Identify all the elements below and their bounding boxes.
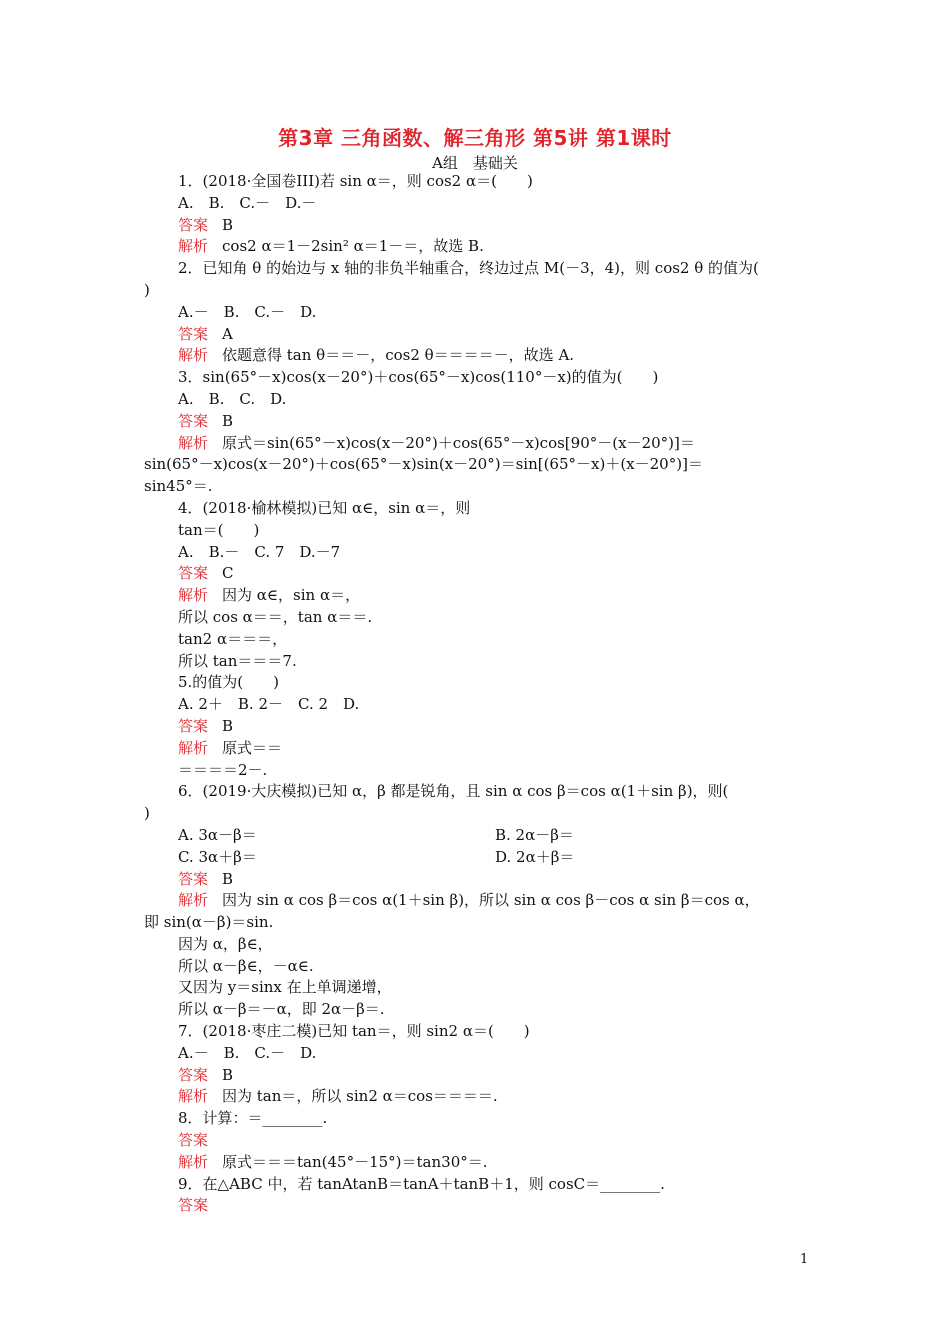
body-line: 所以 α－β∈，－α∈.: [178, 956, 314, 975]
analysis-label: 解析: [178, 738, 209, 757]
question-line: 1．(2018·全国卷III)若 sin α＝，则 cos2 α＝( ): [178, 172, 533, 190]
problem-content: [144, 171, 812, 1217]
analysis-text: 因为 tan＝，所以 sin2 α＝cos＝＝＝＝.: [222, 1087, 498, 1106]
option-row: [144, 847, 812, 869]
answer-label: 答案: [178, 869, 209, 888]
option-right: D. 2α＋β＝: [495, 847, 575, 866]
analysis-line: [144, 738, 812, 760]
answer-text: B: [222, 716, 234, 735]
answer-line: [144, 1130, 812, 1152]
page-title: 第3章 三角函数、解三角形 第5讲 第1课时: [278, 126, 672, 150]
body-line: ＝＝＝＝2－.: [178, 760, 268, 779]
analysis-text: 依题意得 tan θ＝＝－，cos2 θ＝＝＝＝－，故选 A.: [222, 346, 575, 365]
answer-line: [144, 411, 812, 433]
body-line: 又因为 y＝sinx 在上单调递增，: [178, 978, 392, 997]
option-row: [144, 825, 812, 847]
answer-label: 答案: [178, 1065, 209, 1084]
answer-label: 答案: [178, 564, 209, 583]
option-left: C. 3α＋β＝: [178, 847, 257, 866]
body-line: A. B. C.－ D.－: [178, 193, 317, 212]
answer-text: B: [222, 411, 234, 430]
answer-label: 答案: [178, 1196, 209, 1215]
analysis-line: [144, 1152, 812, 1174]
analysis-line: [144, 890, 812, 912]
question-line: 4．(2018·榆林模拟)已知 α∈，sin α＝，则: [178, 498, 471, 517]
analysis-text: 原式＝＝＝tan(45°－15°)＝tan30°＝.: [222, 1152, 488, 1171]
continuation-line: ): [144, 280, 150, 299]
answer-line: [144, 869, 812, 891]
question-line: 6．(2019·大庆模拟)已知 α，β 都是锐角，且 sin α cos β＝cos α(1＋sin β)，则(: [178, 782, 729, 801]
question-line: 3．sin(65°－x)cos(x－20°)＋cos(65°－x)cos(110°－x)的值为( ): [178, 368, 659, 387]
analysis-label: 解析: [178, 586, 209, 605]
body-line: A.－ B. C.－ D.: [178, 1043, 317, 1062]
section-heading: A组 基础关: [432, 154, 518, 172]
option-left: A. 3α－β＝: [178, 825, 257, 844]
answer-line: [144, 324, 812, 346]
analysis-line: [144, 1086, 812, 1108]
answer-line: [144, 563, 812, 585]
continuation-line: sin45°＝.: [144, 477, 213, 496]
analysis-label: 解析: [178, 346, 209, 365]
question-line: 5.的值为( ): [178, 673, 280, 692]
answer-text: C: [222, 564, 234, 583]
option-right: B. 2α－β＝: [495, 825, 574, 844]
answer-text: B: [222, 869, 234, 888]
answer-line: [144, 1065, 812, 1087]
question-line: 2．已知角 θ 的始边与 x 轴的非负半轴重合，终边过点 M(－3，4)，则 cos2 θ 的值为(: [178, 259, 759, 278]
page-number: 1: [800, 1252, 809, 1267]
analysis-line: [144, 345, 812, 367]
body-line: tan＝( ): [178, 520, 260, 539]
answer-line: [144, 215, 812, 237]
analysis-label: 解析: [178, 1152, 209, 1171]
answer-line: [144, 1195, 812, 1217]
question-line: 8．计算：＝________.: [178, 1109, 328, 1128]
body-line: A. 2＋ B. 2－ C. 2 D.: [178, 695, 360, 714]
continuation-line: ): [144, 804, 150, 823]
answer-label: 答案: [178, 716, 209, 735]
analysis-line: [144, 585, 812, 607]
continuation-line: 即 sin(α－β)＝sin.: [144, 913, 274, 932]
body-line: tan2 α＝＝＝，: [178, 629, 288, 648]
body-line: 所以 cos α＝＝，tan α＝＝.: [178, 607, 373, 626]
body-line: 所以 α－β＝－α，即 2α－β＝.: [178, 1000, 385, 1019]
answer-label: 答案: [178, 411, 209, 430]
body-line: A.－ B. C.－ D.: [178, 302, 317, 321]
analysis-text: 原式＝sin(65°－x)cos(x－20°)＋cos(65°－x)cos[90°－(x－20°)]＝: [222, 433, 695, 452]
analysis-label: 解析: [178, 433, 209, 452]
body-line: A. B. C. D.: [178, 389, 287, 408]
body-line: 所以 tan＝＝＝7.: [178, 651, 297, 670]
answer-text: B: [222, 1065, 234, 1084]
analysis-text: 因为 α∈，sin α＝，: [222, 586, 361, 605]
analysis-text: 原式＝＝: [222, 738, 283, 757]
analysis-line: [144, 236, 812, 258]
analysis-text: cos2 α＝1－2sin² α＝1－＝，故选 B.: [222, 237, 484, 256]
answer-label: 答案: [178, 215, 209, 234]
continuation-line: sin(65°－x)cos(x－20°)＋cos(65°－x)sin(x－20°)＝sin[(65°－x)＋(x－20°)]＝: [144, 455, 703, 474]
answer-line: [144, 716, 812, 738]
body-line: A. B.－ C. 7 D.－7: [178, 542, 341, 561]
answer-label: 答案: [178, 1131, 209, 1150]
answer-text: A: [222, 324, 233, 343]
body-line: 因为 α，β∈，: [178, 934, 273, 953]
analysis-label: 解析: [178, 891, 209, 910]
analysis-label: 解析: [178, 237, 209, 256]
answer-label: 答案: [178, 324, 209, 343]
analysis-label: 解析: [178, 1087, 209, 1106]
analysis-line: [144, 433, 812, 455]
analysis-text: 因为 sin α cos β＝cos α(1＋sin β)，所以 sin α cos β－cos α sin β＝cos α，: [222, 891, 760, 910]
answer-text: B: [222, 215, 234, 234]
question-line: 9．在△ABC 中，若 tanAtanB＝tanA＋tanB＋1，则 cosC＝________.: [178, 1174, 665, 1193]
question-line: 7．(2018·枣庄二模)已知 tan＝，则 sin2 α＝( ): [178, 1022, 530, 1041]
